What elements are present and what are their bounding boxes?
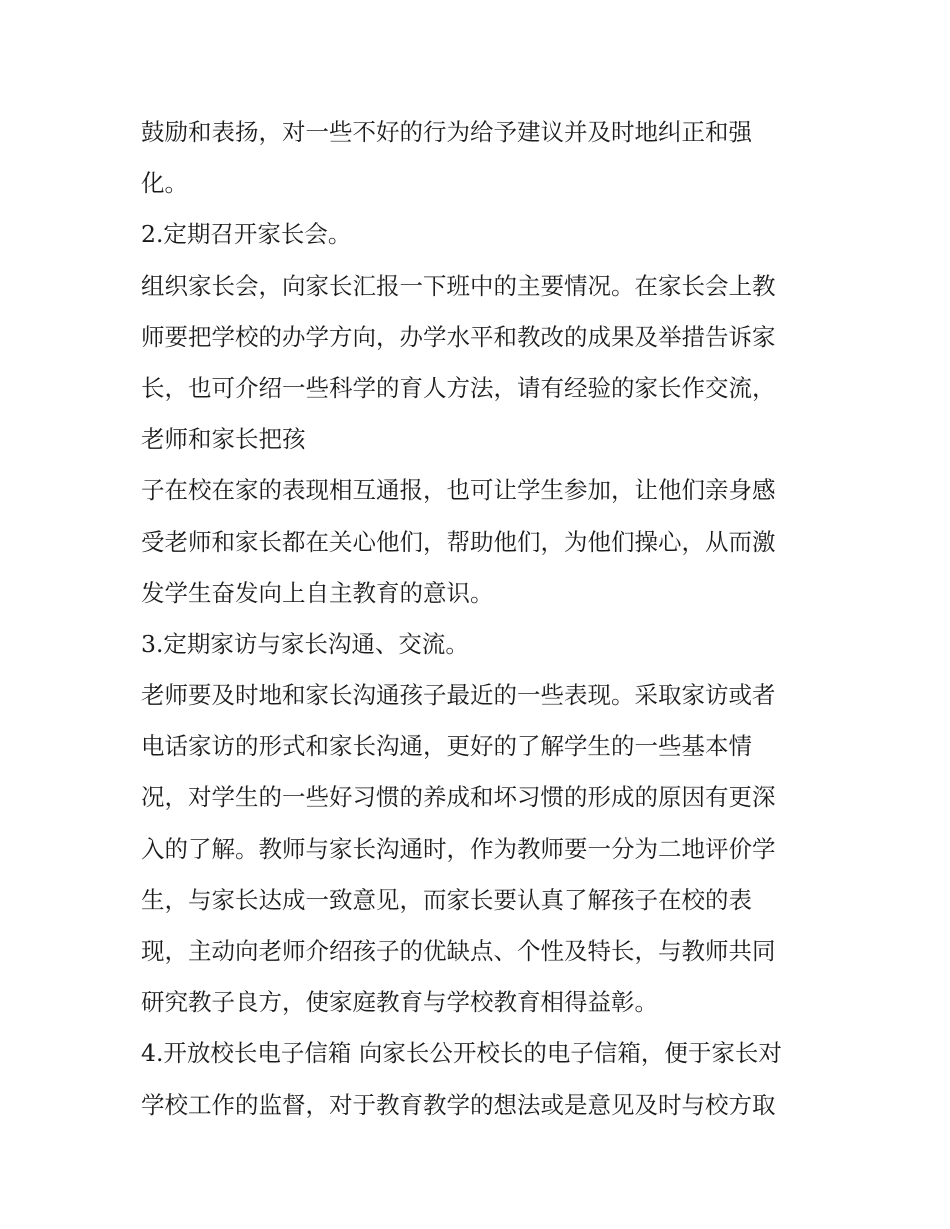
text-line: 生，与家长达成一致意见，而家长要认真了解孩子在校的表 [141,885,752,914]
text-line: 化。 [141,169,188,198]
text-line: 况，对学生的一些好习惯的养成和坏习惯的形成的原因有更深 [141,783,776,812]
text-line: 学校工作的监督，对于教育教学的想法或是意见及时与校方取 [141,1090,776,1119]
section-heading: 3.定期家访与家长沟通、交流。 [141,629,469,658]
document-body [141,107,821,1131]
text-line: 子在校在家的表现相互通报，也可让学生参加，让他们亲身感 [141,476,776,505]
text-line: 入的了解。教师与家长沟通时，作为教师要一分为二地评价学 [141,834,776,863]
text-line: 老师要及时地和家长沟通孩子最近的一些表现。采取家访或者 [141,681,776,710]
section-heading: 2.定期召开家长会。 [141,220,352,249]
text-line: 电话家访的形式和家长沟通，更好的了解学生的一些基本情 [141,732,752,761]
text-line: 鼓励和表扬，对一些不好的行为给予建议并及时地纠正和强 [141,118,752,146]
text-line: 组织家长会，向家长汇报一下班中的主要情况。在家长会上教 [141,271,776,300]
text-line: 研究教子良方，使家庭教育与学校教育相得益彰。 [141,988,658,1017]
section-heading: 4.开放校长电子信箱 向家长公开校长的电子信箱，便于家长对 [141,1039,782,1068]
text-line: 受老师和家长都在关心他们，帮助他们，为他们操心，从而激 [141,527,776,556]
text-line: 老师和家长把孩 [141,425,306,454]
text-line: 现，主动向老师介绍孩子的优缺点、个性及特长，与教师共同 [141,937,776,965]
text-line: 师要把学校的办学方向，办学水平和教改的成果及举措告诉家 [141,322,776,351]
text-line: 长，也可介绍一些科学的育人方法，请有经验的家长作交流， [141,373,776,402]
text-line: 发学生奋发向上自主教育的意识。 [141,578,494,607]
